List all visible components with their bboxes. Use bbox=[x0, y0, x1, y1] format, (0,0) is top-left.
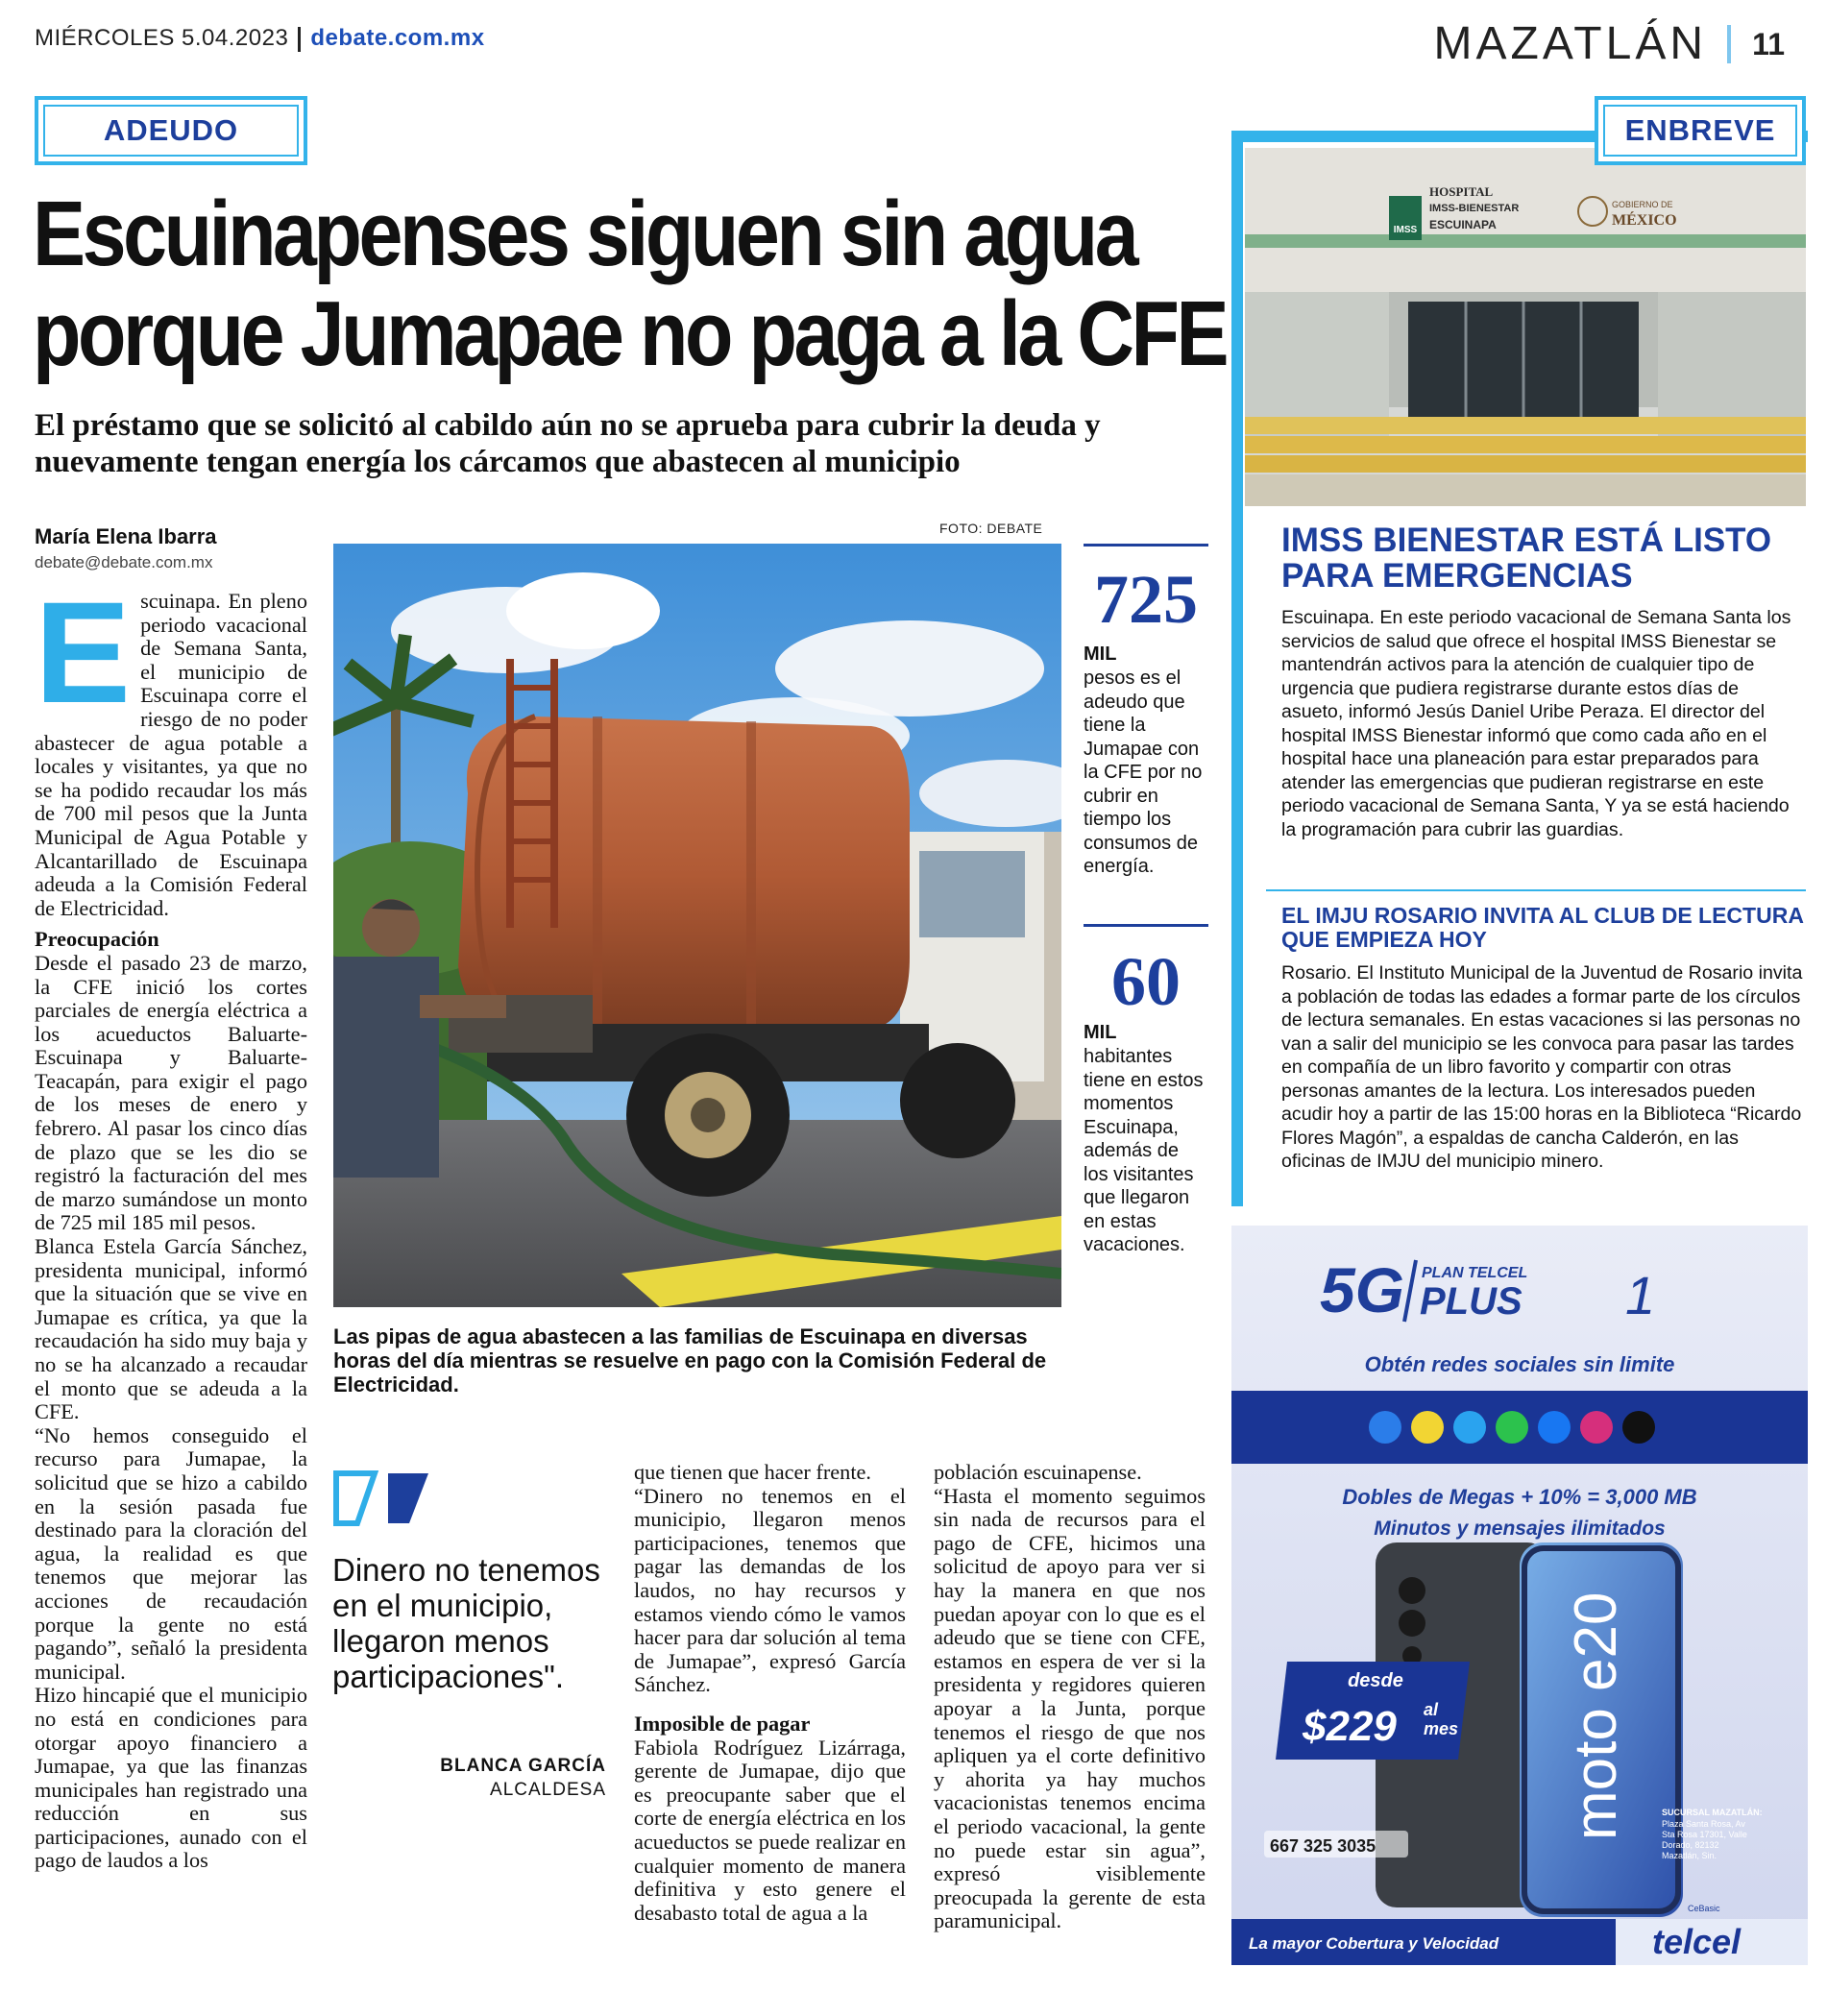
photo-caption: Las pipas de agua abastecen a las familias de Escuinapa en diversas horas del día mientras se resuelve en pago con la Comisión Federal de Electricidad. bbox=[333, 1324, 1047, 1397]
topic-tag bbox=[35, 96, 307, 165]
section-divider bbox=[1727, 25, 1731, 63]
paragraph: “Dinero no tenemos en el municipio, llegaron menos participaciones, tenemos que pagar las demandas de los laudos, no hay recursos y estamos viendo cómo le vamos hacer para dar solución al tema de Jumapae”, expresó García Sánchez. bbox=[634, 1483, 906, 1697]
government-sign-line: MÉXICO bbox=[1612, 212, 1677, 229]
paragraph: “No hemos conseguido el recurso para Jumapae, la solicitud que se hizo a cabildo en la sesión pasada fue destinado para la cloración del agua, la realidad es que tenemos que mejorar las acciones de recaudación porque la gente no está pagando”, señaló la presidenta municipal. bbox=[35, 1422, 307, 1684]
section-heading: Preocupación bbox=[35, 927, 159, 952]
ad-sucursal-address: Plaza Santa Rosa, Av Sta Rosa 17301, Valle Dorado, 82132 Mazatlán, Sin. bbox=[1662, 1819, 1747, 1860]
headline bbox=[33, 182, 1227, 385]
brief-title: IMSS BIENESTAR ESTÁ LISTO PARA EMERGENCIAS bbox=[1281, 522, 1772, 595]
ad-sucursal-title: SUCURSAL MAZATLÁN: bbox=[1662, 1808, 1763, 1817]
ad-social-text: Obtén redes sociales sin limite bbox=[1364, 1352, 1675, 1376]
ad-distributor: CeBasic bbox=[1688, 1904, 1720, 1913]
hospital-sign-line: HOSPITAL bbox=[1429, 184, 1494, 199]
paragraph: Fabiola Rodríguez Lizárraga, gerente de Jumapae, dijo que es preocupante saber que el corte de energía eléctrica en los acueductos se puede realizar en cualquier momento de manera definitiva y esto genere el desabasto total de agua a la bbox=[634, 1735, 906, 1925]
pull-quote: Dinero no tenemos en el municipio, llegaron menos participaciones". bbox=[332, 1552, 600, 1694]
ad-price: $229 bbox=[1303, 1703, 1397, 1750]
stat-description: pesos es el adeudo que tiene la Jumapae con la CFE por no cubrir en tiempo los consumos de energía. bbox=[1084, 668, 1203, 877]
hospital-building-image bbox=[1245, 148, 1806, 506]
ad-plan-line: PLAN TELCEL bbox=[1422, 1265, 1528, 1281]
paragraph: población escuinapense. bbox=[934, 1460, 1142, 1484]
quote-mark-icon bbox=[332, 1468, 432, 1534]
ad-plan-number: 1 bbox=[1625, 1265, 1656, 1325]
brief-title: EL IMJU ROSARIO INVITA AL CLUB DE LECTURA QUE EMPIEZA HOY bbox=[1281, 903, 1804, 952]
ad-tagline: La mayor Cobertura y Velocidad bbox=[1249, 1934, 1499, 1953]
quote-author: BLANCA GARCÍA bbox=[440, 1756, 606, 1776]
headline-line-1: Escuinapenses siguen sin agua bbox=[33, 182, 1136, 285]
brief-text: Escuinapa. En este periodo vacacional de Semana Santa los servicios de salud que ofrece el hospital IMSS Bienestar se mantendrán activos para la atención de cualquier tipo de urgencia que pudiera registrarse durante estos días de asueto, informó Jesús Daniel Uribe Peraza. El director del hospital IMSS Bienestar informó que como cada año en el hospital hace una planeación para estar preparados para atender las emergencias que pudieran registrarse en este periodo vacacional de Semana Santa, Y ya se está haciendo la programación para cubrir las guardias. bbox=[1281, 607, 1791, 840]
paragraph: Blanca Estela García Sánchez, presidenta municipal, informó que la situación que se vive en Jumapae es crítica, ya que la recaudación ha sido muy baja y no se ha alcanzado a recaudar el monto que se adeuda a la CFE. bbox=[35, 1234, 307, 1424]
article-column-4 bbox=[934, 1461, 1206, 1933]
hospital-logo: IMSS bbox=[1393, 225, 1418, 235]
water-truck-image bbox=[333, 544, 1061, 1307]
ad-megas-text: Dobles de Megas + 10% = 3,000 MB bbox=[1342, 1485, 1697, 1509]
advertisement-graphic bbox=[1231, 1226, 1808, 1965]
hospital-photo bbox=[1245, 148, 1806, 506]
paragraph: scuinapa. En pleno periodo vacacional de Semana Santa, el municipio de Escuinapa corre el riesgo de no poder abastecer de agua potable a locales y visitantes, ya que no se ha podido recaudar los más de 700 mil pesos que la Junta Municipal de Agua Potable y Alcantarillado de Escuinapa adeuda a la Comisión Federal de Electricidad. bbox=[35, 589, 307, 920]
topic-tag-label: ADEUDO bbox=[43, 105, 299, 157]
headline-line-2: porque Jumapae no paga a la CFE bbox=[33, 282, 1227, 385]
water-truck-photo bbox=[333, 544, 1061, 1307]
brief-tag-label: ENBREVE bbox=[1603, 105, 1797, 157]
header-site-link[interactable]: debate.com.mx bbox=[310, 25, 485, 51]
hospital-sign-line: ESCUINAPA bbox=[1429, 218, 1497, 231]
ad-price-unit: al bbox=[1424, 1700, 1439, 1719]
paragraph: “Hasta el momento seguimos sin nada de recursos para el pago de CFE, hicimos una solicitud de apoyo para ver si hay la manera en que nos puedan apoyar con lo que es el adeudo que se tiene con CFE, estamos en espera de ver si la presidenta y regidores quieren apoyar a la Junta, porque tenemos el riesgo de que nos apliquen ya el corte definitivo y ahorita ya hay muchos vacacionistas tenemos encima el periodo vacacional, la gente no puede estar sin agua”, expresó visiblemente preocupada la gerente de esta paramunicipal. bbox=[934, 1483, 1206, 1933]
stat-number: 725 bbox=[1094, 561, 1198, 638]
quote-author-role: ALCALDESA bbox=[490, 1780, 606, 1800]
section-name: MAZATLÁN bbox=[1433, 18, 1707, 69]
stat-rule bbox=[1084, 544, 1208, 547]
header-date: MIÉRCOLES 5.04.2023 bbox=[35, 25, 289, 51]
author-name: María Elena Ibarra bbox=[35, 524, 217, 548]
subheadline: El préstamo que se solicitó al cabildo aún no se aprueba para cubrir la deuda y nuevamente tengan energía los cárcamos que abastecen al municipio bbox=[35, 408, 1101, 479]
ad-price-from: desde bbox=[1348, 1670, 1403, 1691]
page-number: 11 bbox=[1752, 27, 1785, 61]
header-separator bbox=[298, 27, 301, 52]
brief-text: Rosario. El Instituto Municipal de la Juventud de Rosario invita a población de todas las edades a formar parte de los círculos de lectura semanales. En estas vacaciones si las personas no van a salir del municipio se les convoca para pasar las tardes en compañía de un libro favorito y compartir con otras personas amantes de la lectura. Los interesados pueden acudir hoy a partir de las 15:00 horas en la Biblioteca “Ricardo Flores Magón”, a espaldas de cancha Calderón, en las oficinas de IMJU del municipio minero. bbox=[1281, 962, 1803, 1172]
stat-number: 60 bbox=[1111, 943, 1181, 1020]
stat-unit: MIL bbox=[1084, 644, 1117, 665]
paragraph: Hizo hincapié que el municipio no está en condiciones para otorgar apoyo financiero a Jumapae, ya que las finanzas municipales han registrado una reducción en sus participaciones, aunado con el pago de laudos a los bbox=[35, 1683, 307, 1873]
ad-minutes-text: Minutos y mensajes ilimitados bbox=[1374, 1518, 1666, 1540]
telcel-advertisement[interactable] bbox=[1231, 1226, 1808, 1965]
brief-tag bbox=[1595, 96, 1806, 165]
ad-phone-number[interactable]: 667 325 3035 bbox=[1270, 1836, 1376, 1856]
brief-box-border bbox=[1231, 131, 1243, 1206]
ad-plan-line: PLUS bbox=[1420, 1280, 1522, 1323]
drop-cap: E bbox=[35, 571, 132, 733]
government-sign-line: GOBIERNO DE bbox=[1612, 200, 1673, 209]
stat-unit: MIL bbox=[1084, 1022, 1117, 1043]
author-email[interactable]: debate@debate.com.mx bbox=[35, 553, 213, 571]
stat-rule bbox=[1084, 924, 1208, 927]
article-column-3 bbox=[634, 1461, 906, 1925]
photo-credit: FOTO: DEBATE bbox=[939, 521, 1043, 536]
paragraph: que tienen que hacer frente. bbox=[634, 1460, 871, 1484]
header-date-line bbox=[35, 25, 485, 52]
ad-phone-model: moto e20 bbox=[1563, 1591, 1629, 1840]
stat-description: habitantes tiene en estos momentos Escuinapa, además de los visitantes que llegaron en estas vacaciones. bbox=[1084, 1046, 1204, 1255]
ad-5g: 5G bbox=[1319, 1254, 1404, 1325]
paragraph: Desde el pasado 23 de marzo, la CFE inició los cortes parciales de energía eléctrica a los acueductos Baluarte-Escuinapa y Baluarte-Teacapán, para exigir el pago de los meses de enero y febrero. Al pasar los cinco días de plazo que se les dio se registró la facturación del mes de marzo sumándose un monto de 725 mil 185 mil pesos. bbox=[35, 950, 307, 1235]
hospital-sign-line: IMSS-BIENESTAR bbox=[1429, 203, 1520, 214]
brief-divider bbox=[1266, 889, 1806, 891]
section-heading: Imposible de pagar bbox=[634, 1711, 811, 1736]
ad-brand-logo: telcel bbox=[1652, 1922, 1742, 1961]
article-column-1 bbox=[35, 571, 307, 1873]
ad-price-unit: mes bbox=[1424, 1719, 1459, 1738]
